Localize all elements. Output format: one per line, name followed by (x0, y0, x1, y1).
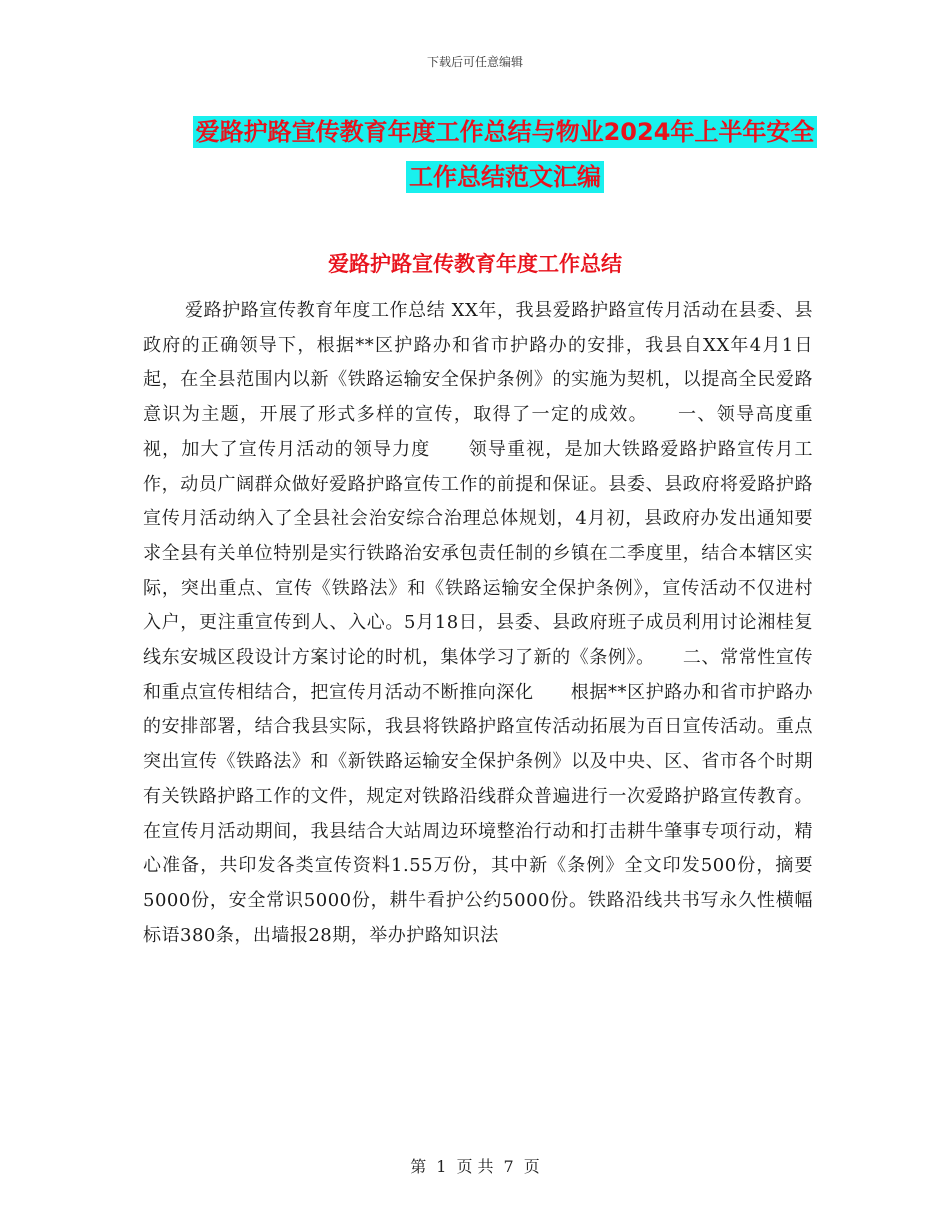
header-note: 下载后可任意编辑 (426, 55, 523, 69)
body-paragraph: 爱路护路宣传教育年度工作总结 XX年，我县爱路护路宣传月活动在县委、县政府的正确领导下，根据**区护路办和省市护路办的安排，我县自XX年4月1日起，在全县范围内以新《铁路运输安全保护条例》的实施为契机，以提高全民爱路意识为主题，开展了形式多样的宣传，取得了一定的成效。 一、领导高度重视，加大了宣传月活动的领导力度 领导重视，是加大铁路爱路护路宣传月工作，动员广阔群众做好爱路护路宣传工作的前提和保证。县委、县政府将爱路护路宣传月活动纳入了全县社会治安综合治理总体规划，4月初，县政府办发出通知要求全县有关单位特别是实行铁路治安承包责任制的乡镇在二季度里，结合本辖区实际，突出重点、宣传《铁路法》和《铁路运输安全保护条例》，宣传活动不仅进村入户，更注重宣传到人、入心。5月18日，县委、县政府班子成员利用讨论湘桂复线东安城区段设计方案讨论的时机，集体学习了新的《条例》。 二、常常性宣传和重点宣传相结合，把宣传月活动不断推向深化 根据**区护路办和省市护路办的安排部署，结合我县实际，我县将铁路护路宣传活动拓展为百日宣传活动。重点突出宣传《铁路法》和《新铁路运输安全保护条例》以及中央、区、省市各个时期有关铁路护路工作的文件，规定对铁路沿线群众普遍进行一次爱路护路宣传教育。在宣传月活动期间，我县结合大站周边环境整治行动和打击耕牛肇事专项行动，精心准备，共印发各类宣传资料1.55万份，其中新《条例》全文印发500份，摘要5000份，安全常识5000份，耕牛看护公约5000份。铁路沿线共书写永久性横幅标语380条，出墙报28期，举办护路知识法 (143, 300, 813, 946)
footer-page-number: 1 (436, 1157, 447, 1176)
footer-middle: 页 共 (456, 1157, 494, 1176)
document-title-text: 爱路护路宣传教育年度工作总结与物业2024年上半年安全工作总结范文汇编 (193, 116, 818, 193)
footer-suffix: 页 (523, 1157, 540, 1176)
page-footer (0, 1154, 950, 1177)
footer-total-pages: 7 (503, 1157, 514, 1176)
footer-prefix: 第 (410, 1157, 427, 1176)
document-title (185, 110, 825, 200)
section-title: 爱路护路宣传教育年度工作总结 (328, 252, 622, 276)
